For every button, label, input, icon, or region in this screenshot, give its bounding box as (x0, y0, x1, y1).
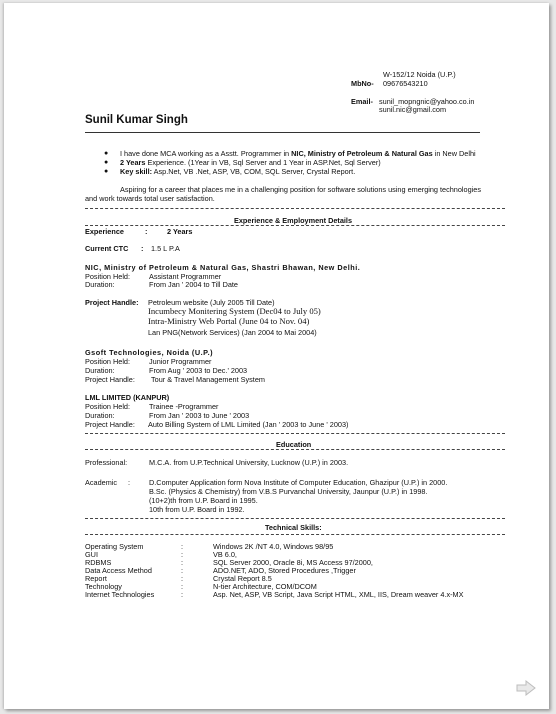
duration-value: From Aug ' 2003 to Dec.' 2003 (149, 366, 248, 375)
email-secondary: sunil.nic@gmail.com (379, 105, 447, 114)
section-divider (85, 208, 505, 209)
project-item: Incumbecy Monitering System (Dec04 to July 05) (148, 306, 321, 316)
objective-line: Aspiring for a career that places me in a challenging position for software solutions using emerging technologies (120, 185, 481, 194)
contact-address: W-152/12 Noida (U.P.) (383, 70, 456, 79)
position-value: Assistant Programmer (149, 272, 222, 281)
position-value: Junior Programmer (149, 357, 212, 366)
duration-label: Duration: (85, 411, 115, 420)
name-divider (85, 132, 480, 133)
experience-value: 2 Years (167, 227, 193, 236)
skill-label: Data Access Method (85, 566, 152, 575)
bullet-icon: ● (104, 150, 109, 157)
bullet-icon: ● (104, 168, 109, 175)
objective-line: and work towards total user satisfaction. (85, 194, 215, 203)
section-title-skills: Technical Skills: (265, 523, 322, 532)
skill-sep: : (181, 550, 184, 559)
section-divider (85, 433, 505, 434)
candidate-name: Sunil Kumar Singh (85, 114, 188, 126)
position-label: Position Held: (85, 402, 131, 411)
academic-item: 10th from U.P. Board in 1992. (149, 505, 245, 514)
project-label: Project Handle: (85, 298, 139, 307)
project-item: Intra-Ministry Web Portal (June 04 to Nov. 04) (148, 316, 310, 326)
skill-label: Technology (85, 582, 122, 591)
skill-label: RDBMS (85, 558, 112, 567)
experience-label: Experience (85, 227, 124, 236)
skill-value: ADO.NET, ADO, Stored Procedures ,Trigger (213, 566, 356, 575)
skill-value: Crystal Report 8.5 (213, 574, 272, 583)
skill-sep: : (181, 590, 184, 599)
skill-value: SQL Server 2000, Oracle 8i, MS Access 97/2000, (213, 558, 373, 567)
project-label: Project Handle: (85, 375, 135, 384)
professional-value: M.C.A. from U.P.Technical University, Lucknow (U.P.) in 2003. (149, 458, 349, 467)
section-divider (85, 518, 505, 519)
position-label: Position Held: (85, 357, 131, 366)
summary-item: I have done MCA working as a Asstt. Programmer in NIC, Ministry of Petroleum & Natural Gas in New Delhi (120, 149, 476, 158)
duration-label: Duration: (85, 366, 115, 375)
summary-item: 2 Years Experience. (1Year in VB, Sql Server and 1 Year in ASP.Net, Sql Server) (120, 158, 381, 167)
email-primary: sunil_mopngnic@yahoo.co.in (379, 97, 475, 106)
section-title-experience: Experience & Employment Details (234, 216, 353, 225)
project-item: Lan PNG(Network Services) (Jan 2004 to Mai 2004) (148, 328, 317, 337)
skill-sep: : (181, 566, 184, 575)
skill-sep: : (181, 558, 184, 567)
project-label: Project Handle: (85, 420, 135, 429)
project-item: Auto Billing System of LML Limited (Jan ' 2003 to June ' 2003) (148, 420, 349, 429)
skill-value: N-tier Architecture, COM/DCOM (213, 582, 317, 591)
skill-value: Asp. Net, ASP, VB Script, Java Script HTML, XML, IIS, Dream weaver 4.x-MX (213, 590, 464, 599)
position-label: Position Held: (85, 272, 131, 281)
duration-label: Duration: (85, 280, 115, 289)
skill-label: Internet Technologies (85, 590, 155, 599)
resume-page (4, 3, 549, 709)
academic-label: Academic (85, 478, 118, 487)
ctc-value: 1.5 L P.A (151, 244, 180, 253)
bullet-icon: ● (104, 159, 109, 166)
next-arrow-icon[interactable] (516, 680, 536, 696)
org-gsoft: Gsoft Technologies, Noida (U.P.) (85, 348, 214, 357)
section-title-education: Education (276, 440, 312, 449)
skill-label: GUI (85, 550, 98, 559)
section-divider (85, 534, 505, 535)
academic-item: B.Sc. (Physics & Chemistry) from V.B.S Purvanchal University, Jaunpur (U.P.) in 1998. (149, 487, 428, 496)
skill-label: Report (85, 574, 107, 583)
mobile-label: MbNo- (351, 79, 374, 88)
skill-value: VB 6.0, (213, 550, 237, 559)
academic-item: D.Computer Application form Nova Institute of Computer Education, Ghazipur (U.P.) in 2000. (149, 478, 448, 487)
academic-sep: : (128, 478, 131, 487)
skill-value: Windows 2K /NT 4.0, Windows 98/95 (213, 542, 334, 551)
academic-item: (10+2)th from U.P. Board in 1995. (149, 496, 258, 505)
section-divider (85, 449, 505, 450)
project-item: Petroleum website (July 2005 Till Date) (148, 298, 275, 307)
ctc-sep: : (141, 244, 144, 253)
skill-sep: : (181, 574, 184, 583)
mobile-number: 09676543210 (383, 79, 428, 88)
project-item: Tour & Travel Management System (151, 375, 265, 384)
duration-value: From Jan ' 2003 to June ' 2003 (149, 411, 250, 420)
experience-sep: : (145, 227, 148, 236)
professional-label: Professional: (85, 458, 128, 467)
summary-item: Key skill: Asp.Net, VB .Net, ASP, VB, COM, SQL Server, Crystal Report. (120, 167, 356, 176)
skill-sep: : (181, 582, 184, 591)
ctc-label: Current CTC (85, 244, 129, 253)
skill-label: Operating System (85, 542, 144, 551)
skill-sep: : (181, 542, 184, 551)
org-lml: LML LIMITED (KANPUR) (85, 393, 170, 402)
section-divider (85, 225, 505, 226)
org-nic: NIC, Ministry of Petroleum & Natural Gas, Shastri Bhawan, New Delhi. (85, 263, 361, 272)
duration-value: From Jan ' 2004 to Till Date (149, 280, 238, 289)
email-label: Email- (351, 97, 373, 106)
position-value: Trainee -Programmer (149, 402, 219, 411)
